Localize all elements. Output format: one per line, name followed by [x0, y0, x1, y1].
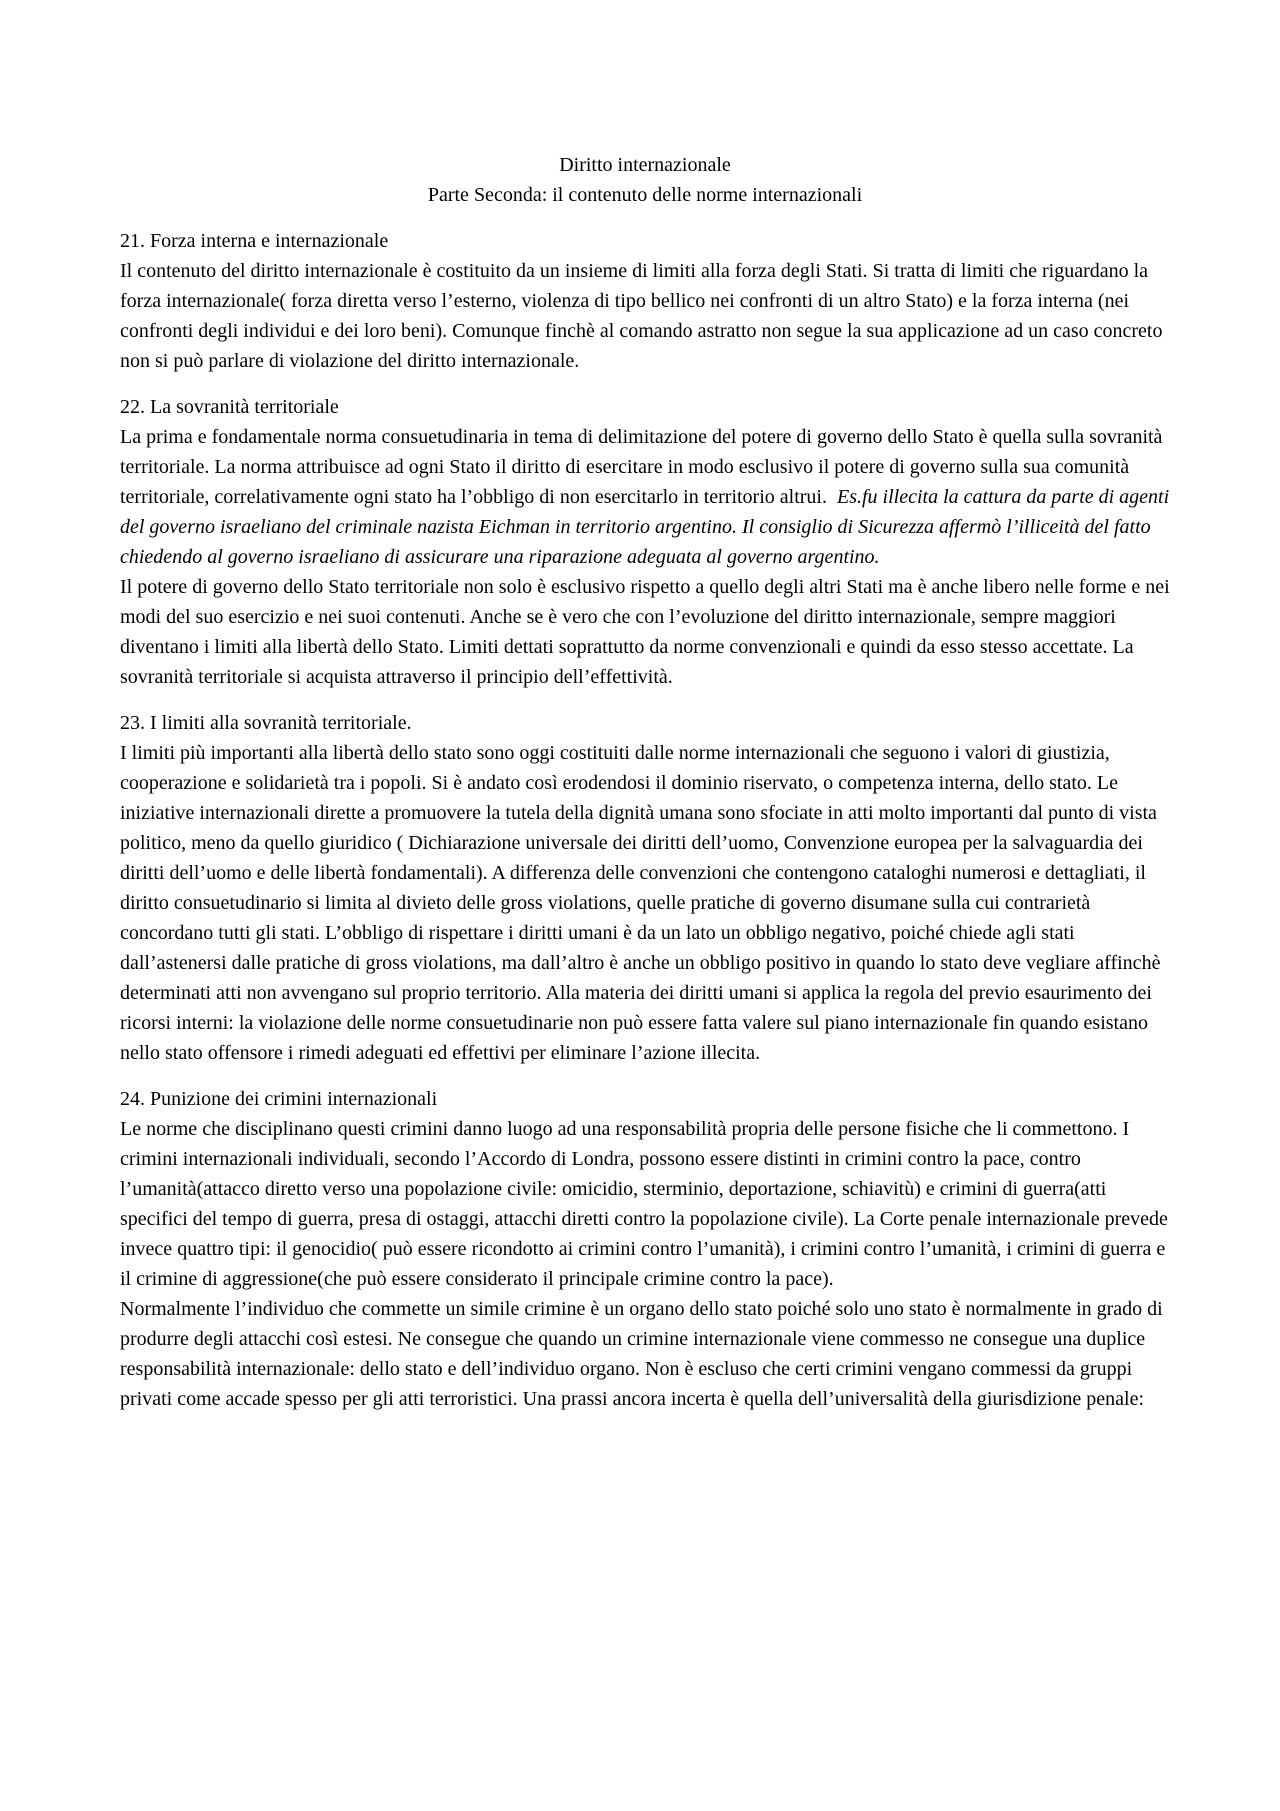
- section-paragraph: Le norme che disciplinano questi crimini danno luogo ad una responsabilità propria delle persone fisiche che li commettono. I crimini internazionali individuali, secondo l’Accordo di Londra, possono essere distinti in crimini contro la pace, contro l’umanità(attacco diretto verso una popolazione civile: omicidio, sterminio, deportazione, schiavitù) e crimini di guerra(atti specifici del tempo di guerra, presa di ostaggi, attacchi diretti contro la popolazione civile). La Corte penale internazionale prevede invece quattro tipi: il genocidio( può essere ricondotto ai crimini contro l’umanità), i crimini contro l’umanità, i crimini di guerra e il crimine di aggressione(che può essere considerato il principale crimine contro la pace).: [120, 1118, 1168, 1290]
- title-block: [120, 150, 1170, 210]
- section-paragraph: [120, 422, 1170, 572]
- example-text: Es.fu illecita la cattura da parte di agenti del governo israeliano del criminale nazista Eichman in territorio argentino. Il consiglio di Sicurezza affermò l’illiceità del fatto chiedendo al governo israeliano di assicurare una riparazione adeguata al governo argentino.: [120, 486, 1170, 568]
- paragraph-text: La prima e fondamentale norma consuetudinaria in tema di delimitazione del potere di governo dello Stato è quella sulla sovranità territoriale. La norma attribuisce ad ogni Stato il diritto di esercitare in modo esclusivo il potere di governo sulla sua comunità territoriale, correlativamente ogni stato ha l’obbligo di non esercitarlo in territorio altrui.: [120, 426, 1163, 508]
- section-21: [120, 226, 1170, 376]
- section-paragraph: Il potere di governo dello Stato territoriale non solo è esclusivo rispetto a quello degli altri Stati ma è anche libero nelle forme e nei modi del suo esercizio e nei suoi contenuti. Anche se è vero che con l’evoluzione del diritto internazionale, sempre maggiori diventano i limiti alla libertà dello Stato. Limiti dettati soprattutto da norme convenzionali e quindi da esso stesso accettate. La sovranità territoriale si acquista attraverso il principio dell’effettività.: [120, 576, 1170, 688]
- section-paragraph: Normalmente l’individuo che commette un simile crimine è un organo dello stato poiché solo uno stato è normalmente in grado di produrre degli attacchi così estesi. Ne consegue che quando un crimine internazionale viene commesso ne consegue una duplice responsabilità internazionale: dello stato e dell’individuo organo. Non è escluso che certi crimini vengano commessi da gruppi privati come accade spesso per gli atti terroristici. Una prassi ancora incerta è quella dell’universalità della giurisdizione penale:: [120, 1298, 1163, 1410]
- section-23: [120, 708, 1170, 1068]
- section-heading: 24. Punizione dei crimini internazionali: [120, 1088, 438, 1110]
- section-heading: 23. I limiti alla sovranità territoriale.: [120, 712, 412, 734]
- document-page: [120, 150, 1170, 1430]
- section-24: [120, 1084, 1170, 1414]
- section-paragraph: I limiti più importanti alla libertà dello stato sono oggi costituiti dalle norme internazionali che seguono i valori di giustizia, cooperazione e solidarietà tra i popoli. Si è andato così erodendosi il dominio riservato, o competenza interna, dello stato. Le iniziative internazionali dirette a promuovere la tutela della dignità umana sono sfociate in atti molto importanti dal punto di vista politico, meno da quello giuridico ( Dichiarazione universale dei diritti dell’uomo, Convenzione europea per la salvaguardia dei diritti dell’uomo e delle libertà fondamentali). A differenza delle convenzioni che contengono cataloghi numerosi e dettagliati, il diritto consuetudinario si limita al divieto delle gross violations, quelle pratiche di governo disumane sulla cui contrarietà concordano tutti gli stati. L’obbligo di rispettare i diritti umani è da un lato un obbligo negativo, poiché chiede agli stati dall’astenersi dalle pratiche di gross violations, ma dall’altro è anche un obbligo positivo in quando lo stato deve vegliare affinchè determinati atti non avvengano sul proprio territorio. Alla materia dei diritti umani si applica la regola del previo esaurimento dei ricorsi interni: la violazione delle norme consuetudinarie non può essere fatta valere sul piano internazionale fin quando esistano nello stato offensore i rimedi adeguati ed effettivi per eliminare l’azione illecita.: [120, 742, 1161, 1064]
- section-heading: 22. La sovranità territoriale: [120, 396, 339, 418]
- document-title: Diritto internazionale: [559, 154, 731, 176]
- section-paragraph: Il contenuto del diritto internazionale è costituito da un insieme di limiti alla forza degli Stati. Si tratta di limiti che riguardano la forza internazionale( forza diretta verso l’esterno, violenza di tipo bellico nei confronti di un altro Stato) e la forza interna (nei confronti degli individui e dei loro beni). Comunque finchè al comando astratto non segue la sua applicazione ad un caso concreto non si può parlare di violazione del diritto internazionale.: [120, 260, 1163, 372]
- section-heading: 21. Forza interna e internazionale: [120, 230, 389, 252]
- document-subtitle: Parte Seconda: il contenuto delle norme internazionali: [427, 184, 863, 206]
- section-22: [120, 392, 1170, 692]
